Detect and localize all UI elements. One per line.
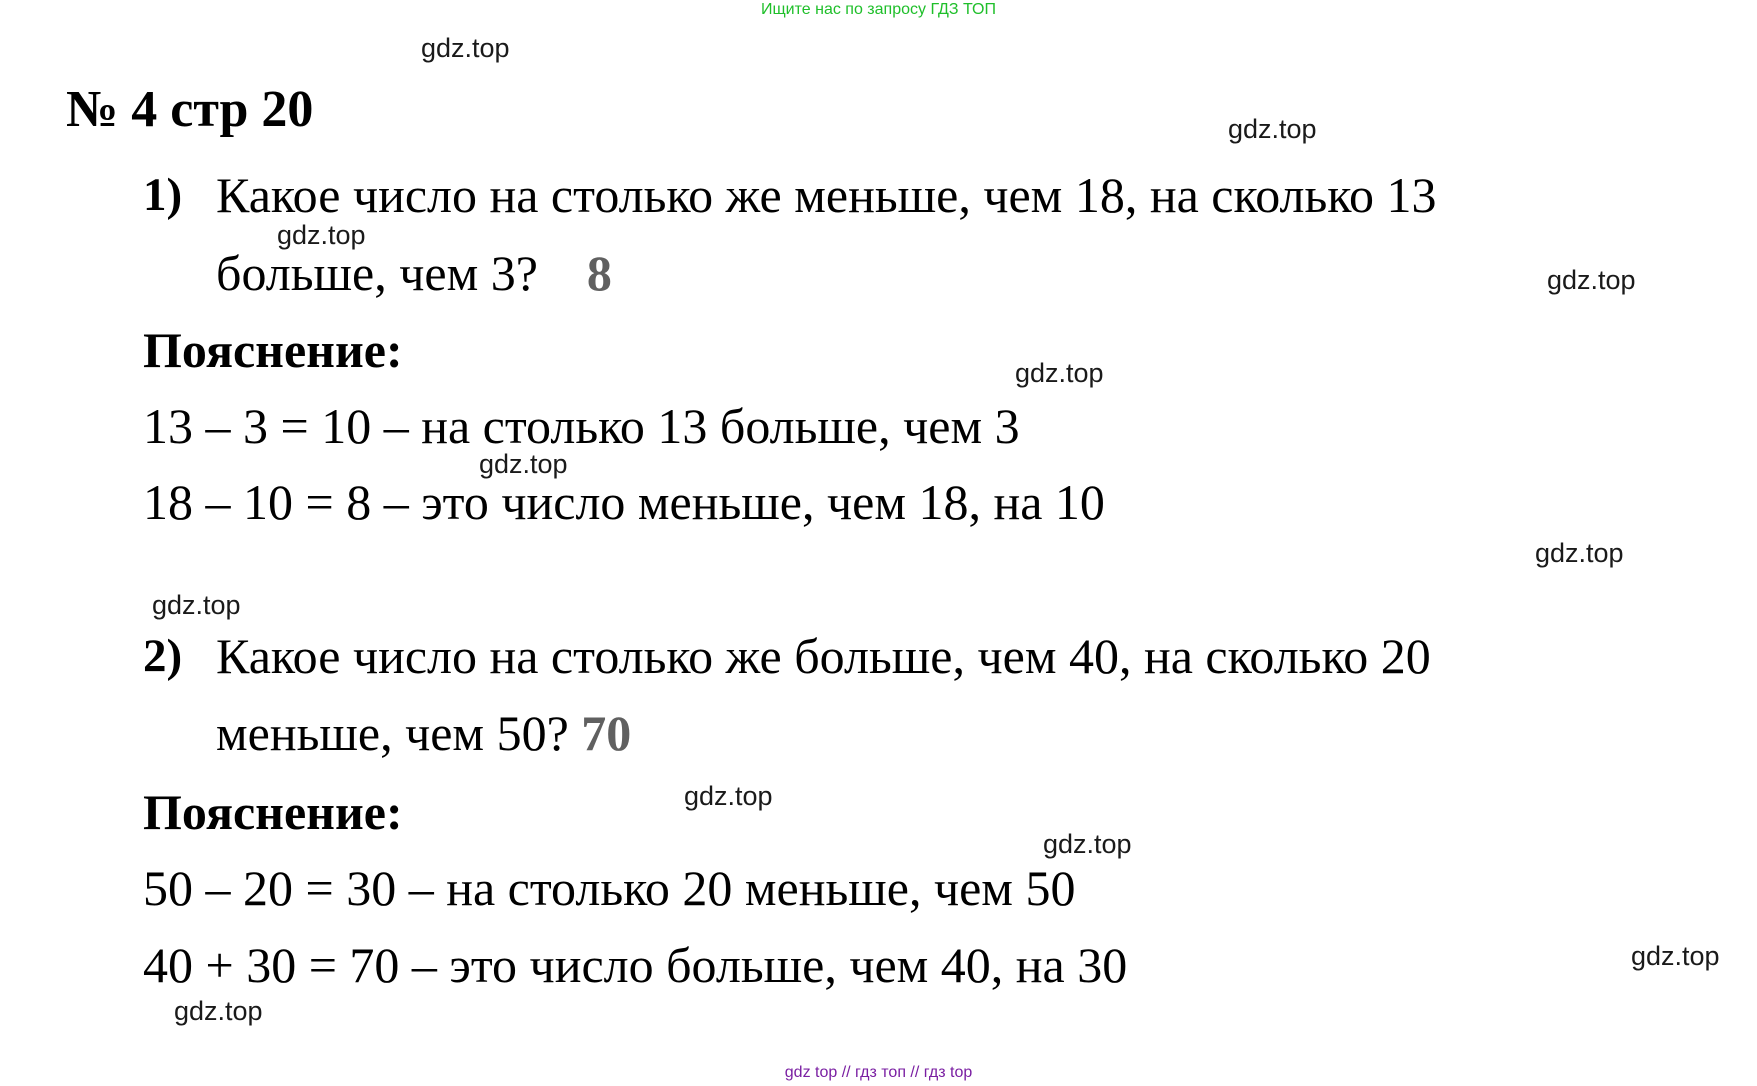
watermark: gdz.top (1631, 941, 1720, 971)
task1-number: 1) (143, 169, 183, 221)
task2-number: 2) (143, 630, 183, 682)
task2-calc1: 50 – 20 = 30 – на столько 20 меньше, чем 50 (143, 860, 1076, 916)
task1-question-text: больше, чем 3? (216, 245, 538, 301)
task1-calc2: 18 – 10 = 8 – это число меньше, чем 18, на 10 (143, 474, 1105, 530)
watermark: gdz.top (174, 996, 263, 1026)
task1-question-line1: Какое число на столько же меньше, чем 18, на сколько 13 (216, 167, 1437, 223)
watermark: gdz.top (684, 781, 773, 811)
watermark: gdz.top (1535, 538, 1624, 568)
watermark: gdz.top (152, 590, 241, 620)
page-title: № 4 стр 20 (66, 81, 314, 138)
watermark: gdz.top (277, 220, 366, 250)
watermark: gdz.top (1015, 358, 1104, 388)
task2-question-line2 (216, 705, 632, 761)
task2-question-text: меньше, чем 50? (216, 705, 569, 761)
watermark: gdz.top (479, 449, 568, 479)
task2-question-line1: Какое число на столько же больше, чем 40, на сколько 20 (216, 628, 1431, 684)
watermark: gdz.top (1228, 114, 1317, 144)
task2-answer: 70 (581, 705, 632, 761)
task1-answer: 8 (586, 245, 612, 301)
task1-calc1: 13 – 3 = 10 – на столько 13 больше, чем 3 (143, 398, 1020, 454)
task2-explanation-heading: Пояснение: (143, 784, 403, 840)
watermark: gdz.top (1043, 829, 1132, 859)
task2-calc2: 40 + 30 = 70 – это число больше, чем 40, на 30 (143, 937, 1128, 993)
task1-question-line2 (216, 245, 612, 301)
task1-explanation-heading: Пояснение: (143, 322, 403, 378)
watermark: gdz.top (1547, 265, 1636, 295)
bottom-banner: gdz top // гдз топ // гдз top (784, 1064, 973, 1081)
top-banner: Ищите нас по запросу ГДЗ ТОП (761, 1, 996, 18)
watermark: gdz.top (421, 33, 510, 63)
